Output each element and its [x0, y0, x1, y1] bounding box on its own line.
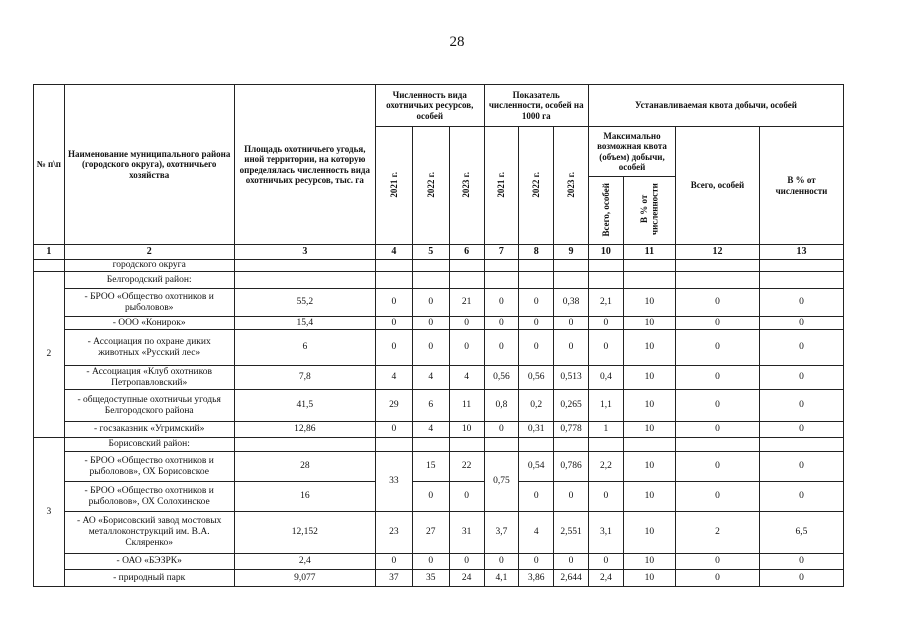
table-row	[34, 366, 844, 390]
row-value: 3,86	[519, 570, 554, 587]
row-value: 7,8	[234, 366, 375, 390]
header-count-2022: 2022 г.	[412, 127, 449, 245]
row-value: 0	[759, 554, 843, 570]
row-value: 0	[375, 289, 412, 317]
col-number: 12	[676, 245, 760, 260]
row-value: 0	[519, 289, 554, 317]
continuation-text: городского округа	[64, 260, 234, 272]
row-value: 0	[759, 289, 843, 317]
row-value: 0	[676, 554, 760, 570]
table-body	[34, 260, 844, 587]
col-number: 10	[588, 245, 623, 260]
region-title-row	[34, 272, 844, 289]
row-value: 41,5	[234, 390, 375, 422]
row-value: 0,56	[519, 366, 554, 390]
header-col-num: № п\п	[34, 85, 65, 245]
row-value: 0	[588, 330, 623, 366]
row-value: 0	[519, 330, 554, 366]
col-number: 11	[623, 245, 675, 260]
col-number: 7	[484, 245, 519, 260]
row-value: 10	[623, 289, 675, 317]
column-number-row	[34, 245, 844, 260]
table-row	[34, 554, 844, 570]
table-row	[34, 422, 844, 438]
row-value: 0	[676, 390, 760, 422]
row-value: 2,2	[588, 452, 623, 482]
row-value: 0,8	[484, 390, 519, 422]
row-value: 0	[676, 570, 760, 587]
row-value: 9,077	[234, 570, 375, 587]
row-value: 0,4	[588, 366, 623, 390]
header-group-count: Численность вида охотничьих ресурсов, особей	[375, 85, 484, 127]
region-title-belgorod: Белгородский район:	[64, 272, 234, 289]
row-value: 0	[588, 482, 623, 512]
row-value: 4	[449, 366, 484, 390]
row-value: 12,86	[234, 422, 375, 438]
row-value: 2,551	[554, 512, 589, 554]
row-value: 0,265	[554, 390, 589, 422]
row-value: 0	[554, 317, 589, 330]
row-value: 10	[623, 366, 675, 390]
page-number: 28	[449, 34, 465, 50]
row-value: 31	[449, 512, 484, 554]
row-name: - БРОО «Общество охотников и рыболовов»	[64, 289, 234, 317]
row-name: - БРОО «Общество охотников и рыболовов», ОХ Борисовское	[64, 452, 234, 482]
row-value: 0	[759, 366, 843, 390]
row-value: 37	[375, 570, 412, 587]
header-density-2023: 2023 г.	[554, 127, 589, 245]
row-value: 24	[449, 570, 484, 587]
table-row	[34, 512, 844, 554]
row-value: 0	[449, 317, 484, 330]
row-value-merged: 33	[375, 452, 412, 512]
header-max-quota: Максимально возможная квота (объем) добычи, особей	[588, 127, 675, 177]
row-value: 0	[759, 390, 843, 422]
row-number: 2	[34, 272, 65, 438]
row-value-merged: 0,75	[484, 452, 519, 512]
row-value: 0	[375, 317, 412, 330]
col-number: 5	[412, 245, 449, 260]
table-row	[34, 482, 844, 512]
row-value: 0	[375, 422, 412, 438]
col-number: 3	[234, 245, 375, 260]
row-name: - природный парк	[64, 570, 234, 587]
continuation-row	[34, 260, 844, 272]
row-value: 21	[449, 289, 484, 317]
table-row	[34, 289, 844, 317]
col-number: 1	[34, 245, 65, 260]
row-value: 2,4	[588, 570, 623, 587]
header-density-2022: 2022 г.	[519, 127, 554, 245]
header-col-name: Наименование муниципального района (городского округа), охотничьего хозяйства	[64, 85, 234, 245]
row-value: 0,38	[554, 289, 589, 317]
row-value: 10	[623, 452, 675, 482]
row-value: 12,152	[234, 512, 375, 554]
row-value: 15,4	[234, 317, 375, 330]
row-value: 0	[554, 554, 589, 570]
table-row	[34, 570, 844, 587]
row-name: - госзаказник «Угримский»	[64, 422, 234, 438]
row-value: 10	[623, 482, 675, 512]
row-value: 35	[412, 570, 449, 587]
col-number: 8	[519, 245, 554, 260]
row-value: 4	[412, 422, 449, 438]
col-number: 6	[449, 245, 484, 260]
row-value: 10	[623, 554, 675, 570]
row-number: 3	[34, 438, 65, 587]
row-value: 0	[554, 330, 589, 366]
row-value: 0,31	[519, 422, 554, 438]
col-number: 2	[64, 245, 234, 260]
row-value: 0	[759, 482, 843, 512]
row-value: 0	[484, 554, 519, 570]
row-value: 4	[412, 366, 449, 390]
row-value: 10	[623, 570, 675, 587]
row-name: - общедоступные охотничьи угодья Белгородского района	[64, 390, 234, 422]
row-value: 2,4	[234, 554, 375, 570]
row-value: 15	[412, 452, 449, 482]
row-value: 0,513	[554, 366, 589, 390]
row-value: 6,5	[759, 512, 843, 554]
row-value: 2,644	[554, 570, 589, 587]
row-value: 4	[375, 366, 412, 390]
table-row	[34, 317, 844, 330]
row-value: 0	[412, 554, 449, 570]
row-value: 10	[623, 330, 675, 366]
row-value: 29	[375, 390, 412, 422]
row-value: 6	[412, 390, 449, 422]
col-number: 4	[375, 245, 412, 260]
row-value: 10	[623, 512, 675, 554]
row-value: 0	[449, 554, 484, 570]
row-value: 1,1	[588, 390, 623, 422]
row-value: 1	[588, 422, 623, 438]
row-value: 0	[412, 330, 449, 366]
row-value: 0	[676, 482, 760, 512]
row-value: 0	[484, 317, 519, 330]
row-value: 10	[623, 422, 675, 438]
row-value: 4,1	[484, 570, 519, 587]
row-value: 0	[412, 289, 449, 317]
row-value: 0	[375, 330, 412, 366]
row-value: 0	[519, 482, 554, 512]
row-value: 0	[588, 317, 623, 330]
row-value: 0	[676, 452, 760, 482]
row-value: 0	[519, 317, 554, 330]
row-value: 0,56	[484, 366, 519, 390]
row-value: 0	[484, 330, 519, 366]
row-value: 0	[676, 422, 760, 438]
table-header	[34, 85, 844, 260]
row-value: 0	[375, 554, 412, 570]
row-value: 22	[449, 452, 484, 482]
row-value: 0	[519, 554, 554, 570]
row-value: 0	[759, 452, 843, 482]
region-title-borisovka: Борисовский район:	[64, 438, 234, 452]
header-count-2023: 2023 г.	[449, 127, 484, 245]
hunting-quota-table	[33, 84, 844, 587]
row-value: 0	[676, 366, 760, 390]
row-value: 2	[676, 512, 760, 554]
row-value: 0	[676, 317, 760, 330]
region-title-row	[34, 438, 844, 452]
row-value: 0	[412, 482, 449, 512]
row-value: 2,1	[588, 289, 623, 317]
table-row	[34, 330, 844, 366]
row-value: 16	[234, 482, 375, 512]
row-name: - ООО «Конирок»	[64, 317, 234, 330]
row-name: - Ассоциация по охране диких животных «Русский лес»	[64, 330, 234, 366]
row-value: 0	[676, 330, 760, 366]
table-row	[34, 452, 844, 482]
table-row	[34, 390, 844, 422]
header-group-quota: Устанавливаемая квота добычи, особей	[588, 85, 843, 127]
row-value: 6	[234, 330, 375, 366]
row-value: 0,778	[554, 422, 589, 438]
row-value: 3,7	[484, 512, 519, 554]
row-value: 28	[234, 452, 375, 482]
row-value: 0	[759, 330, 843, 366]
row-name: - ОАО «БЭЗРК»	[64, 554, 234, 570]
row-value: 0	[484, 422, 519, 438]
row-name: - Ассоциация «Клуб охотников Петропавловский»	[64, 366, 234, 390]
row-value: 11	[449, 390, 484, 422]
row-value: 27	[412, 512, 449, 554]
header-col-area: Площадь охотничьего угодья, иной территории, на которую определялась численность вида охотничьих ресурсов, тыс. га	[234, 85, 375, 245]
row-value: 0,786	[554, 452, 589, 482]
header-max-pct: В % от численности	[623, 177, 675, 245]
row-value: 0	[759, 317, 843, 330]
row-value: 3,1	[588, 512, 623, 554]
row-value: 0	[588, 554, 623, 570]
row-value: 0	[449, 330, 484, 366]
row-value: 0	[554, 482, 589, 512]
header-count-2021: 2021 г.	[375, 127, 412, 245]
row-value: 10	[449, 422, 484, 438]
col-number: 13	[759, 245, 843, 260]
row-value: 10	[623, 317, 675, 330]
row-value: 0,2	[519, 390, 554, 422]
header-pct: В % от численности	[759, 127, 843, 245]
row-value: 0	[484, 289, 519, 317]
row-value: 0,54	[519, 452, 554, 482]
row-value: 23	[375, 512, 412, 554]
row-value: 10	[623, 390, 675, 422]
header-density-2021: 2021 г.	[484, 127, 519, 245]
row-value: 0	[759, 422, 843, 438]
header-max-total: Всего, особей	[588, 177, 623, 245]
header-group-density: Показатель численности, особей на 1000 га	[484, 85, 588, 127]
header-total: Всего, особей	[676, 127, 760, 245]
row-value: 0	[449, 482, 484, 512]
row-value: 55,2	[234, 289, 375, 317]
row-value: 0	[759, 570, 843, 587]
row-value: 4	[519, 512, 554, 554]
row-value: 0	[412, 317, 449, 330]
row-name: - БРОО «Общество охотников и рыболовов», ОХ Солохинское	[64, 482, 234, 512]
col-number: 9	[554, 245, 589, 260]
row-name: - АО «Борисовский завод мостовых металлоконструкций им. В.А. Скляренко»	[64, 512, 234, 554]
row-value: 0	[676, 289, 760, 317]
